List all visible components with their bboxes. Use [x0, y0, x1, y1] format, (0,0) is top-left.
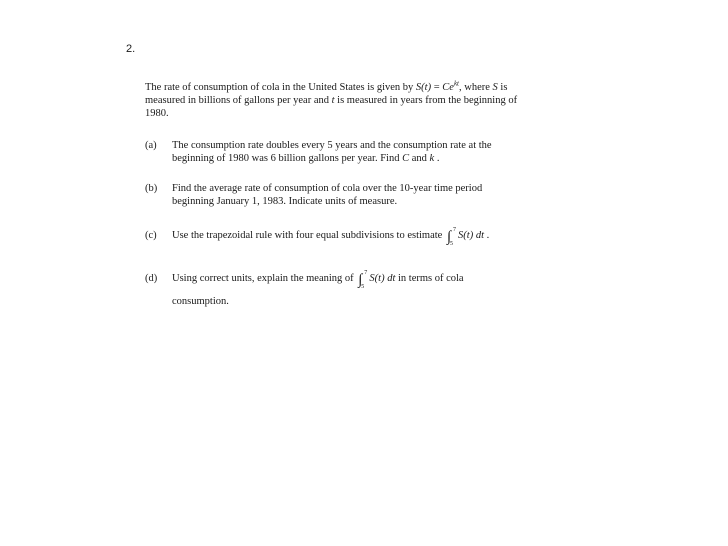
question-number: 2.: [126, 43, 136, 55]
lower-limit: 5: [361, 284, 365, 290]
part-d-label: (d): [145, 273, 158, 284]
integral-sign: ∫ 7 5: [358, 270, 368, 290]
variable-t: t: [331, 95, 335, 106]
integrand: S(t) dt: [369, 273, 396, 284]
rate-function: S(t): [415, 82, 432, 93]
constant-c: C: [442, 82, 450, 93]
part-d-text: Using correct units, explain the meaning of ∫ 7 5 S(t) dt in terms of cola consumption.: [172, 270, 464, 307]
part-b-label: (b): [145, 183, 158, 194]
upper-limit: 7: [364, 270, 368, 276]
intro-line-3: 1980.: [145, 108, 169, 119]
integral-sign: ∫ 7 5: [446, 227, 456, 247]
variable-s: S: [492, 82, 498, 93]
part-c-text: Use the trapezoidal rule with four equal subdivisions to estimate ∫ 7 5 S(t) dt .: [172, 227, 490, 247]
problem-intro: [145, 81, 595, 120]
part-c-label: (c): [145, 230, 157, 241]
lower-limit: 5: [449, 241, 453, 247]
upper-limit: 7: [452, 227, 456, 233]
part-a-label: (a): [145, 140, 157, 151]
integrand: S(t) dt: [458, 230, 484, 241]
part-b-text: Find the average rate of consumption of cola over the 10-year time period beginning January 1, 1983. Indicate units of measure.: [172, 183, 483, 207]
intro-line-2: measured in billions of gallons per year and t is measured in years from the beginning of: [145, 95, 518, 106]
intro-line-1: The rate of consumption of cola in the United States is given by $S(t) = Ce^{kt}$, where S is: [145, 79, 508, 93]
exponent-kt: kt: [453, 79, 459, 88]
part-a-text: The consumption rate doubles every 5 years and the consumption rate at the beginning of 1980 was 6 billion gallons per year. Find C and k .: [172, 140, 492, 164]
euler-e: e: [449, 82, 454, 93]
